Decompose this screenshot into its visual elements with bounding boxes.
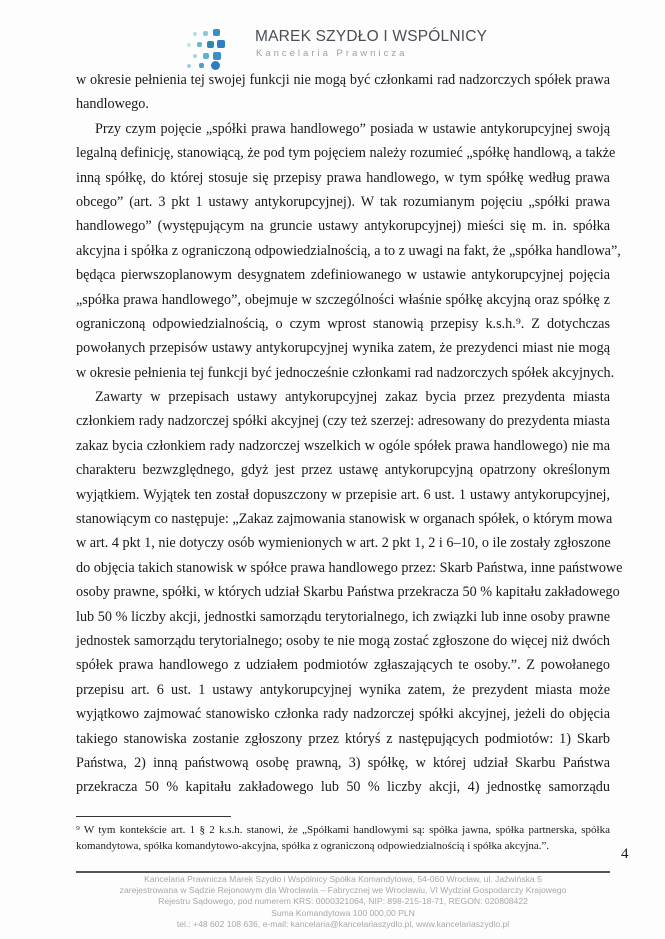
text-line: akcyjna i spółka z ograniczoną odpowiedzialnością, a to z uwagi na fakt, że „spółka handlowa”,	[76, 242, 621, 259]
paragraph	[76, 117, 621, 385]
footer-divider	[76, 871, 610, 873]
firm-subtitle: Kancelaria Prawnicza	[256, 48, 408, 59]
text-line: handlowego.	[76, 96, 149, 113]
footnote-line: komandytowa, spółka komandytowo-akcyjna, spółka z ograniczoną odpowiedzialnością i spółka akcyjna.”.	[76, 840, 550, 852]
text-line: przepisu art. 6 ust. 1 ustawy antykorupcyjnej wynika zatem, że prezydent miasta może	[76, 681, 610, 698]
text-line: w art. 4 pkt 1, nie dotyczy osób wymienionych w art. 2 pkt 1, 2 i 6–10, o ile zostały zgłoszone	[76, 535, 611, 552]
text-line: wyjątkiem. Wyjątek ten został dopuszczony w przepisie art. 6 ust. 1 ustawy antykorupcyjnej,	[76, 486, 610, 503]
text-line: jednostek samorządu terytorialnego; osoby te nie mogą zostać zgłoszone do więcej niż dwóch	[76, 632, 610, 649]
firm-logo	[185, 22, 488, 66]
firm-name: MAREK SZYDŁO I WSPÓLNICY	[255, 28, 488, 45]
text-line: „spółka prawa handlowego”, obejmuje w szczególności właśnie spółkę akcyjną oraz spółkę z	[76, 291, 610, 308]
footnote-line: ⁹ W tym kontekście art. 1 § 2 k.s.h. stanowi, że „Spółkami handlowymi są: spółka jawna, spółka partnerska, spółka	[76, 824, 610, 836]
text-line: ograniczoną odpowiedzialnością, o czym wprost stanowią przepisy k.s.h.⁹. Z dotychczas	[76, 315, 610, 332]
text-line: członkiem rady nadzorczej spółki akcyjnej (czy też szerzej: adresowany do prezydenta miasta	[76, 413, 610, 430]
text-line: Przy czym pojęcie „spółki prawa handlowego” posiada w ustawie antykorupcyjnej swoją	[95, 120, 610, 137]
text-line: osoby prawne, spółki, w których udział Skarbu Państwa przekracza 50 % kapitału zakładowego	[76, 584, 620, 601]
text-line: obcego” (art. 3 pkt 1 ustawy antykorupcyjnej). W tak rozumianym pojęciu „spółki prawa	[76, 193, 610, 210]
footer-line: Suma Komandytowa 100 000,00 PLN	[271, 907, 415, 918]
text-line: wyjątkowo zajmować stanowisko członka rady nadzorczej spółki akcyjnej, jeżeli do objęcia	[76, 706, 610, 723]
footer-line: zarejestrowana w Sądzie Rejonowym dla Wrocławia – Fabrycznej we Wrocławiu, VI Wydział Gospodarczy Krajowego	[119, 885, 567, 896]
text-line: charakteru bezwzględnego, gdyż jest przez ustawę antykorupcyjną opatrzony określonym	[76, 462, 610, 479]
text-line: stanowiącym co następuje: „Zakaz zajmowania stanowisk w organach spółek, o którym mowa	[76, 511, 613, 528]
text-line: lub 50 % liczby akcji, jednostki samorządu terytorialnego, ich związki lub inne osoby prawne	[76, 608, 610, 625]
paragraph	[76, 385, 623, 800]
text-line: handlowego” (występującym na gruncie ustawy antykorupcyjnej) mieści się m. in. spółka	[76, 218, 610, 235]
text-line: powołanych przepisów ustawy antykorupcyjnej wynika zatem, że prezydenci miast nie mogą	[76, 340, 610, 357]
footnote	[76, 822, 610, 854]
footnote-divider	[76, 816, 231, 817]
page-number: 4	[621, 846, 629, 862]
text-line: takiego stanowiska zostanie zgłoszony przez któryś z następujących podmiotów: 1) Skarb	[76, 730, 610, 747]
text-line: do objęcia takich stanowisk w spółce prawa handlowego przez: Skarb Państwa, inne państwowe	[76, 559, 623, 576]
letterhead-footer	[76, 874, 610, 930]
paragraph	[76, 68, 610, 117]
text-line: spółek prawa handlowego z udziałem podmiotów zgłaszających te osoby.”. Z powołanego	[76, 657, 610, 674]
text-line: przekracza 50 % kapitału zakładowego lub 50 % liczby akcji, 4) jednostkę samorządu	[76, 779, 610, 796]
text-line: legalną definicję, stanowiącą, że pod tym pojęciem należy rozumieć „spółkę handlową, a także	[76, 145, 616, 162]
text-line: w okresie pełnienia tej funkcji być jednocześnie członkami rad nadzorczych spółek akcyjnych.	[76, 364, 615, 381]
footer-line: Rejestru Sądowego, pod numerem KRS: 0000321064, NIP: 898-215-18-71, REGON: 020808422	[158, 896, 528, 907]
footer-line: tel.: +48 602 108 636, e-mail: kancelaria@kancelariaszydlo.pl, www.kancelariaszydlo.pl	[176, 918, 510, 929]
text-line: Zawarty w przepisach ustawy antykorupcyjnej zakaz bycia przez prezydenta miasta	[95, 389, 610, 406]
text-line: Państwa, 2) inną państwową osobę prawną, 3) spółkę, w której udział Skarbu Państwa	[76, 754, 610, 771]
text-line: będąca pierwszoplanowym desygnatem zdefiniowanego w ustawie antykorupcyjnej pojęcia	[76, 267, 610, 284]
text-line: w okresie pełnienia tej swojej funkcji nie mogą być członkami rad nadzorczych spółek prawa	[76, 72, 610, 88]
footer-line: Kancelaria Prawnicza Marek Szydło i Wspólnicy Spółka Komandytowa, 54-060 Wrocław, ul. Jaźwińska 5	[144, 874, 542, 884]
logo-dots-icon	[185, 28, 237, 68]
text-line: zakaz bycia członkiem rady nadzorczej wszelkich w ogóle spółek prawa handlowego) nie ma	[76, 437, 610, 454]
document-body	[76, 68, 623, 800]
text-line: inną spółkę, do której stosuje się przepisy prawa handlowego, w tym spółkę według prawa	[76, 169, 610, 186]
